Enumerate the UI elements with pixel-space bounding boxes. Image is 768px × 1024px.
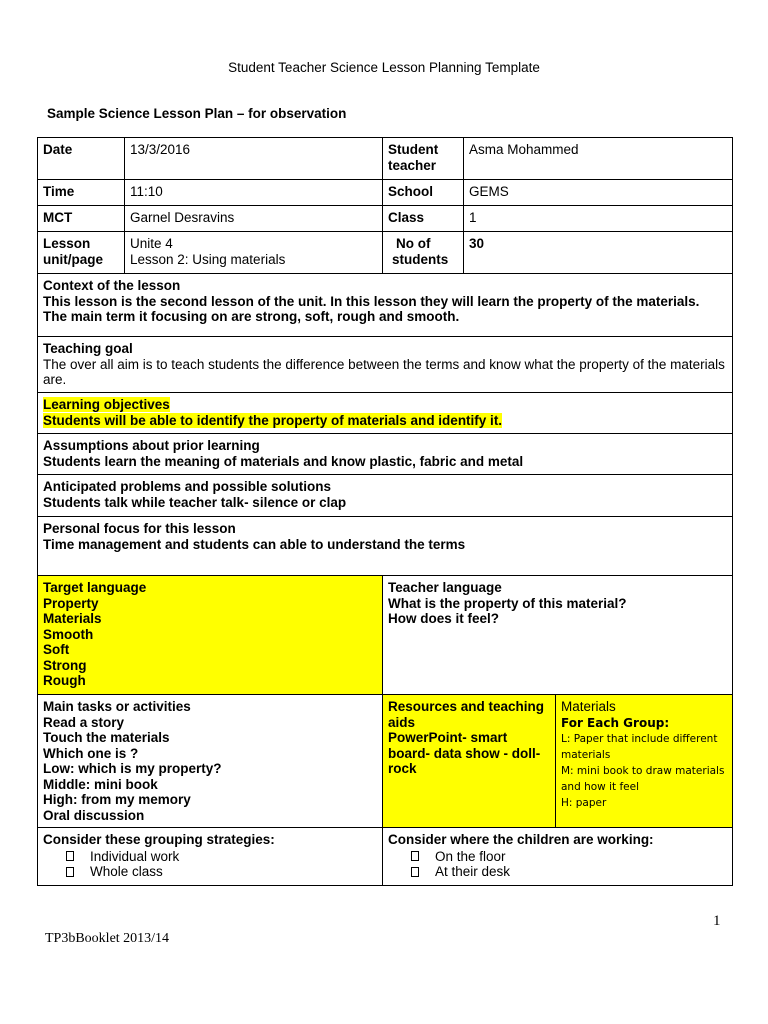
problems-heading: Anticipated problems and possible solutions bbox=[43, 479, 332, 494]
main-tasks-cell bbox=[38, 695, 383, 828]
row-time bbox=[38, 180, 733, 206]
teacher-language-item: How does it feel? bbox=[388, 611, 500, 626]
main-tasks-item: Touch the materials bbox=[43, 730, 170, 745]
problems-cell bbox=[38, 475, 733, 517]
materials-low: L: Paper that include different materials bbox=[561, 732, 718, 761]
date-value: 13/3/2016 bbox=[125, 138, 383, 180]
assumptions-cell bbox=[38, 434, 733, 475]
date-label: Date bbox=[38, 138, 125, 180]
resources-cell bbox=[383, 695, 556, 828]
checkbox-icon bbox=[66, 867, 74, 877]
teacher-language-heading: Teacher language bbox=[388, 580, 502, 595]
row-objectives bbox=[38, 393, 733, 434]
time-label: Time bbox=[38, 180, 125, 206]
page-number: 1 bbox=[713, 913, 721, 929]
objectives-cell bbox=[38, 393, 733, 434]
focus-heading: Personal focus for this lesson bbox=[43, 521, 236, 536]
working-heading: Consider where the children are working: bbox=[388, 832, 654, 847]
time-value: 11:10 bbox=[125, 180, 383, 206]
row-assumptions bbox=[38, 434, 733, 475]
focus-cell bbox=[38, 517, 733, 576]
list-item bbox=[411, 864, 727, 880]
class-value: 1 bbox=[464, 206, 733, 232]
context-text: This lesson is the second lesson of the unit. In this lesson they will learn the property of the materials. The main term it focusing on are strong, soft, rough and smooth. bbox=[43, 293, 700, 324]
target-language-item: Property bbox=[43, 595, 99, 611]
target-language-item: Strong bbox=[43, 657, 87, 673]
materials-subheading: For Each Group: bbox=[561, 715, 670, 730]
working-item-label: On the floor bbox=[435, 848, 506, 864]
row-focus bbox=[38, 517, 733, 576]
target-language-cell bbox=[38, 576, 383, 695]
list-item bbox=[411, 849, 727, 865]
objectives-text: Students will be able to identify the property of materials and identify it. bbox=[43, 412, 503, 428]
target-language-item: Rough bbox=[43, 673, 86, 688]
main-tasks-item: High: from my memory bbox=[43, 792, 191, 807]
target-language-heading: Target language bbox=[43, 580, 147, 595]
main-tasks-heading: Main tasks or activities bbox=[43, 699, 191, 714]
row-language bbox=[38, 576, 733, 695]
materials-heading: Materials bbox=[561, 699, 616, 714]
sample-heading: Sample Science Lesson Plan – for observation bbox=[47, 106, 347, 121]
school-value: GEMS bbox=[464, 180, 733, 206]
materials-cell bbox=[556, 695, 733, 828]
row-lesson bbox=[38, 232, 733, 274]
row-tasks bbox=[38, 695, 733, 828]
main-tasks-item: Low: which is my property? bbox=[43, 761, 222, 776]
mct-value: Garnel Desravins bbox=[125, 206, 383, 232]
problems-text: Students talk while teacher talk- silence or clap bbox=[43, 494, 347, 510]
student-teacher-label-line1: Student bbox=[388, 142, 439, 157]
teaching-goal-cell bbox=[38, 337, 733, 393]
context-heading: Context of the lesson bbox=[43, 278, 181, 293]
student-teacher-label bbox=[383, 138, 464, 180]
page-title: Student Teacher Science Lesson Planning Template bbox=[228, 60, 540, 75]
working-list bbox=[388, 849, 727, 880]
students-label-line2: students bbox=[392, 251, 449, 267]
resources-heading: Resources and teaching aids bbox=[388, 699, 545, 730]
students-label bbox=[383, 232, 464, 274]
row-teaching-goal bbox=[38, 337, 733, 393]
list-item bbox=[66, 864, 377, 880]
lesson-unit: Unite 4 bbox=[130, 236, 173, 251]
grouping-cell bbox=[38, 828, 383, 886]
row-mct bbox=[38, 206, 733, 232]
grouping-item-label: Whole class bbox=[90, 864, 163, 879]
grouping-heading: Consider these grouping strategies: bbox=[43, 832, 275, 847]
student-teacher-value: Asma Mohammed bbox=[464, 138, 733, 180]
lesson-label-line1: Lesson bbox=[43, 236, 91, 251]
target-language-item: Soft bbox=[43, 642, 70, 657]
materials-high: H: paper bbox=[561, 796, 607, 809]
objectives-heading: Learning objectives bbox=[43, 397, 170, 412]
lesson-title: Lesson 2: Using materials bbox=[130, 251, 286, 267]
resources-text: PowerPoint- smart board- data show - doll- rock bbox=[388, 730, 541, 776]
working-item-label: At their desk bbox=[435, 864, 511, 879]
lesson-value bbox=[125, 232, 383, 274]
lesson-label bbox=[38, 232, 125, 274]
student-teacher-label-line2: teacher bbox=[388, 157, 437, 173]
mct-label: MCT bbox=[38, 206, 125, 232]
context-cell bbox=[38, 274, 733, 337]
materials-middle: M: mini book to draw materials and how it feel bbox=[561, 764, 725, 793]
target-language-item: Smooth bbox=[43, 626, 94, 642]
row-grouping bbox=[38, 828, 733, 886]
checkbox-icon bbox=[411, 867, 419, 877]
students-value: 30 bbox=[464, 232, 733, 274]
teacher-language-item: What is the property of this material? bbox=[388, 595, 627, 611]
row-problems bbox=[38, 475, 733, 517]
students-label-line1: No of bbox=[396, 236, 431, 251]
teacher-language-cell bbox=[383, 576, 733, 695]
main-tasks-item: Read a story bbox=[43, 714, 125, 730]
main-tasks-item: Middle: mini book bbox=[43, 776, 158, 792]
lesson-plan-table bbox=[37, 137, 733, 886]
target-language-item: Materials bbox=[43, 611, 102, 626]
checkbox-icon bbox=[411, 851, 419, 861]
assumptions-heading: Assumptions about prior learning bbox=[43, 438, 260, 453]
list-item bbox=[66, 849, 377, 865]
row-context bbox=[38, 274, 733, 337]
school-label: School bbox=[383, 180, 464, 206]
teaching-goal-heading: Teaching goal bbox=[43, 341, 133, 356]
grouping-list bbox=[43, 849, 377, 880]
grouping-item-label: Individual work bbox=[90, 848, 180, 864]
main-tasks-item: Which one is ? bbox=[43, 745, 139, 761]
focus-text: Time management and students can able to understand the terms bbox=[43, 536, 466, 552]
row-date bbox=[38, 138, 733, 180]
working-cell bbox=[383, 828, 733, 886]
class-label: Class bbox=[383, 206, 464, 232]
lesson-label-line2: unit/page bbox=[43, 251, 103, 267]
main-tasks-item: Oral discussion bbox=[43, 807, 145, 823]
footer-booklet: TP3bBooklet 2013/14 bbox=[45, 931, 170, 946]
checkbox-icon bbox=[66, 851, 74, 861]
teaching-goal-text: The over all aim is to teach students the difference between the terms and know what the property of the materials are. bbox=[43, 356, 725, 387]
assumptions-text: Students learn the meaning of materials and know plastic, fabric and metal bbox=[43, 453, 524, 469]
